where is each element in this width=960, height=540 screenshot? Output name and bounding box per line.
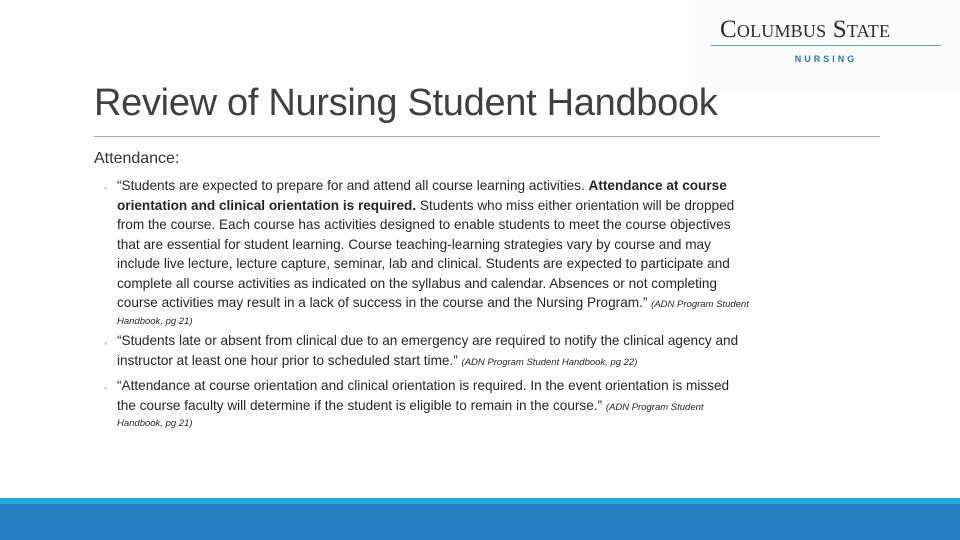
body-text: complete all course activities as indicated on the syllabus and calendar. Absences or not completing <box>117 275 717 291</box>
text-line <box>117 215 749 235</box>
text-line <box>117 331 738 351</box>
text-line <box>117 351 738 371</box>
text-line <box>117 176 749 196</box>
body-text: “Students late or absent from clinical due to an emergency are required to notify the clinical agency and <box>117 333 739 348</box>
emphasis-text: orientation and clinical orientation is required. <box>117 197 417 213</box>
logo-divider <box>711 45 941 46</box>
text-line <box>117 196 749 216</box>
body-text: course activities may result in a lack of success in the course and the Nursing Program.” <box>117 295 652 310</box>
section-heading: Attendance: <box>94 150 180 167</box>
columbus-state-nursing-logo <box>692 0 960 90</box>
text-line <box>117 376 729 396</box>
footer-band <box>0 504 960 540</box>
text-line <box>117 293 749 313</box>
text-line <box>117 274 749 294</box>
logo-subtitle: NURSING <box>794 54 858 64</box>
body-text: Students who miss either orientation will be dropped <box>416 197 735 213</box>
bullet-icon: ◦ <box>104 383 108 393</box>
title-underline <box>94 136 880 137</box>
citation: Handbook, pg 21) <box>117 418 193 429</box>
emphasis-text: Attendance at course <box>588 178 727 193</box>
body-text: instructor at least one hour prior to scheduled start time.” <box>117 352 462 368</box>
text-line <box>117 396 729 416</box>
text-line <box>117 254 749 274</box>
body-text: “Attendance at course orientation and clinical orientation is required. In the event orientation is missed <box>117 378 730 393</box>
body-text: include live lecture, lecture capture, seminar, lab and clinical. Students are expected to participate and <box>117 256 730 271</box>
bullet-icon: ◦ <box>104 338 108 348</box>
citation: (ADN Program Student <box>605 401 704 413</box>
text-line <box>117 235 749 255</box>
body-text: from the course. Each course has activities designed to enable students to meet the course objectives <box>117 217 731 232</box>
text-line <box>117 415 729 429</box>
citation: (ADN Program Student <box>651 299 749 310</box>
text-line <box>117 313 749 327</box>
body-text: “Students are expected to prepare for and attend all course learning activities. <box>117 178 589 193</box>
slide-title: Review of Nursing Student Handbook <box>94 82 718 124</box>
citation: (ADN Program Student Handbook, pg 22) <box>461 356 638 368</box>
body-text: the course faculty will determine if the student is eligible to remain in the course.” <box>117 397 606 413</box>
bullet-icon: ◦ <box>104 183 108 193</box>
citation: Handbook, pg 21) <box>117 315 193 327</box>
body-text: that are essential for student learning. Course teaching-learning strategies vary by course and may <box>117 236 711 252</box>
logo-name: Columbus State <box>720 16 891 43</box>
